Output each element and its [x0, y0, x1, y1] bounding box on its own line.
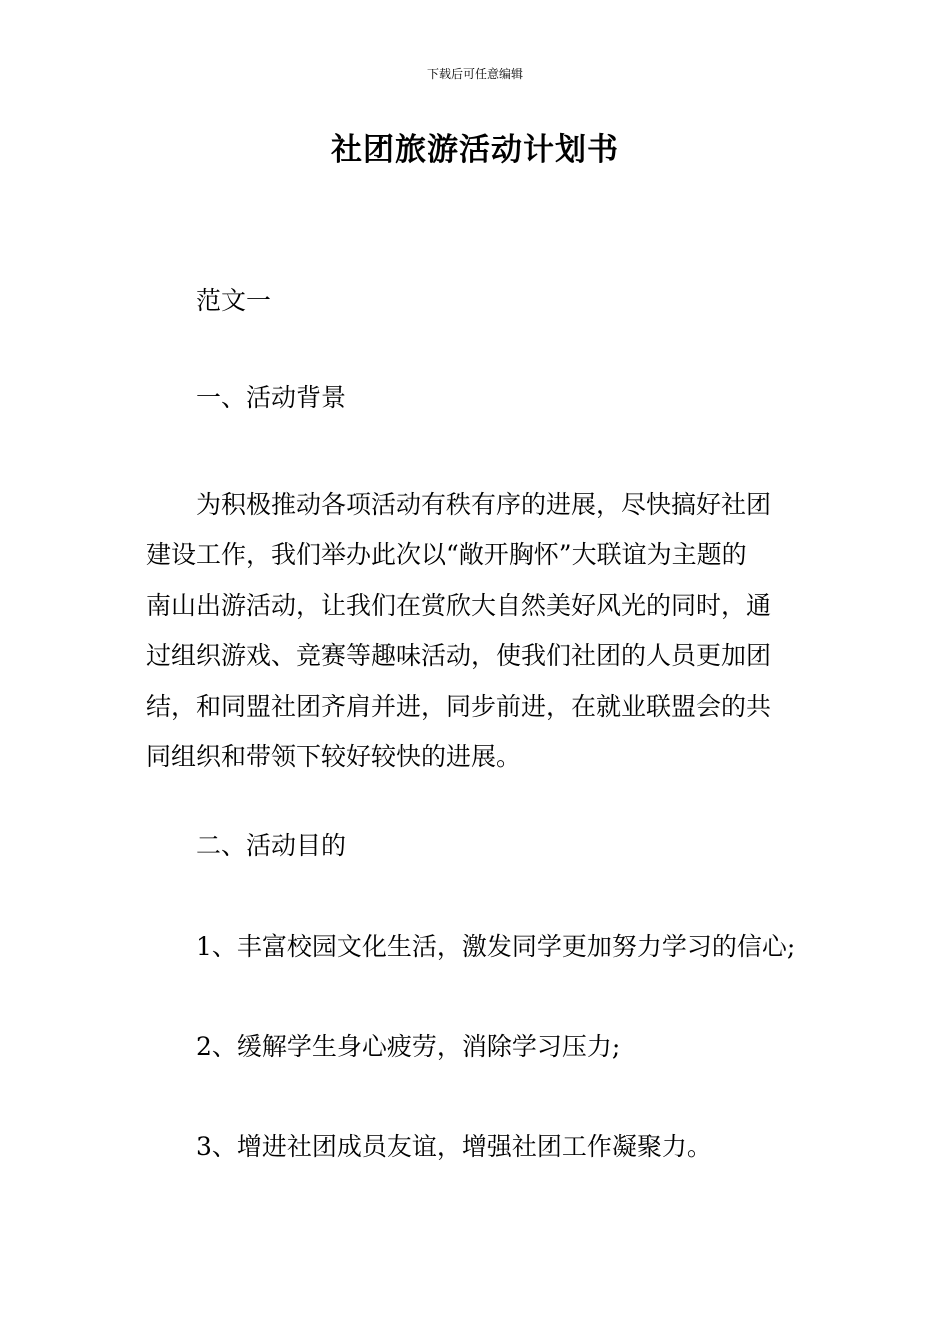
- header-note: 下载后可任意编辑: [426, 67, 523, 81]
- background-paragraph: [146, 480, 806, 782]
- paragraph-line: 南山出游活动，让我们在赏欣大自然美好风光的同时，通: [146, 590, 772, 620]
- section-heading-background: 一、活动背景: [196, 383, 347, 412]
- document-title: 社团旅游活动计划书: [331, 132, 619, 168]
- section-heading-purpose: 二、活动目的: [196, 831, 347, 860]
- purpose-item-1: 1、丰富校园文化生活，激发同学更加努力学习的信心;: [196, 932, 796, 961]
- purpose-item-3: 3、增进社团成员友谊，增强社团工作凝聚力。: [196, 1132, 712, 1161]
- paragraph-line: 建设工作，我们举办此次以“敞开胸怀”大联谊为主题的: [146, 540, 747, 570]
- purpose-item-2: 2、缓解学生身心疲劳，消除学习压力;: [196, 1032, 621, 1061]
- paragraph-line: 过组织游戏、竞赛等趣味活动，使我们社团的人员更加团: [146, 641, 772, 671]
- paragraph-line: 同组织和带领下较好较快的进展。: [146, 741, 522, 771]
- paragraph-line: 结，和同盟社团齐肩并进，同步前进，在就业联盟会的共: [146, 691, 772, 721]
- paragraph-line: 为积极推动各项活动有秩有序的进展，尽快搞好社团: [196, 490, 772, 519]
- sample-label: 范文一: [196, 286, 272, 315]
